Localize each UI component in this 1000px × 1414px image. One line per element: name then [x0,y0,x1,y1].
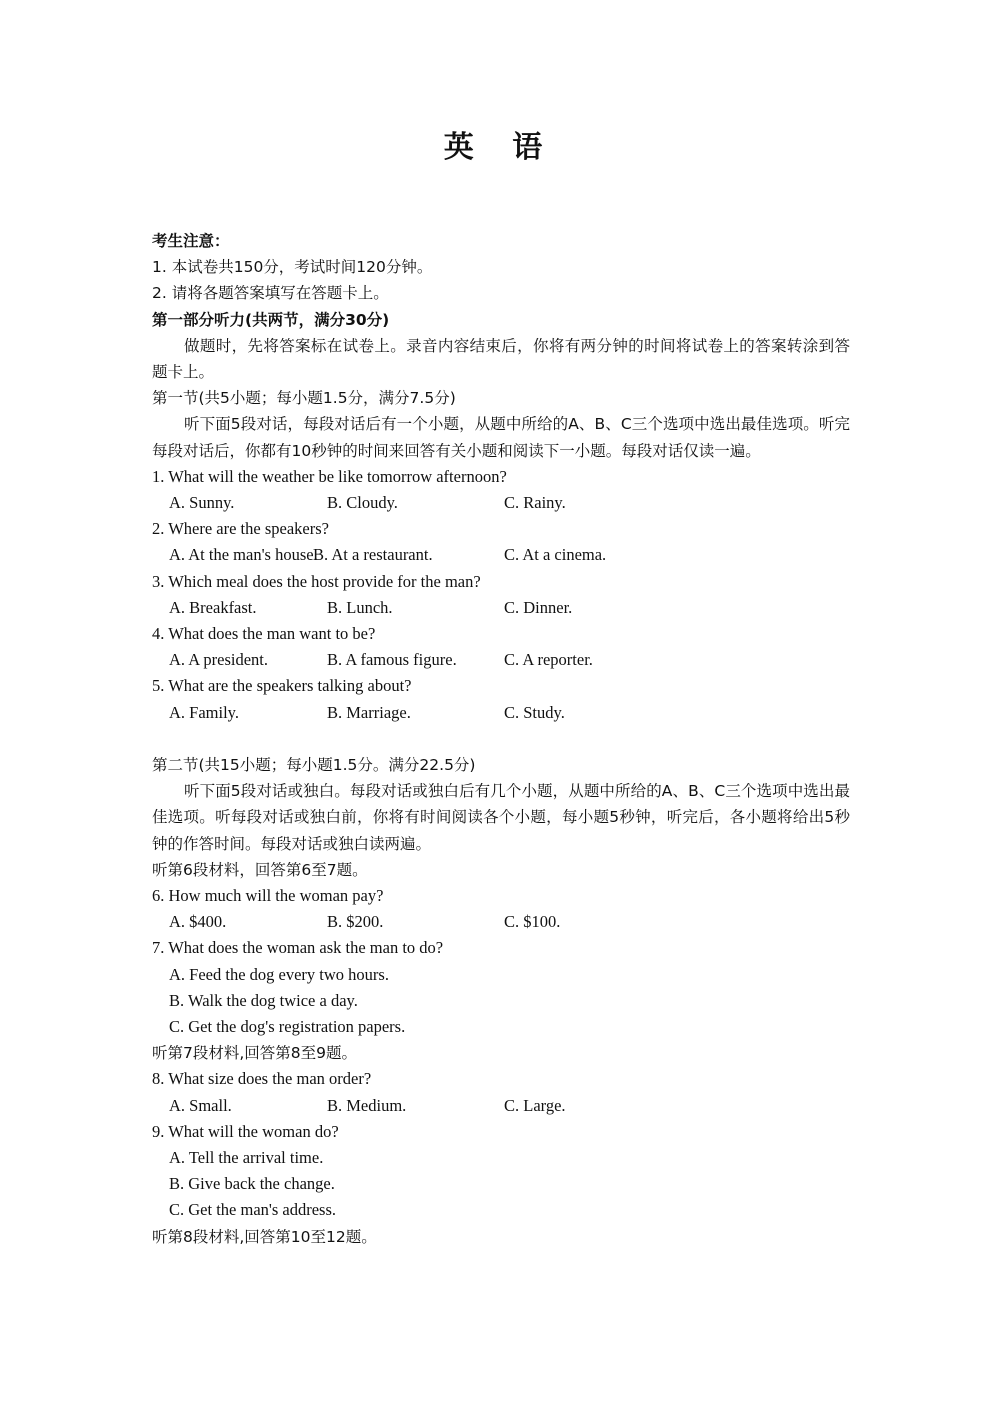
part1-instructions: 做题时，先将答案标在试卷上。录音内容结束后，你将有两分钟的时间将试卷上的答案转涂到答题卡上。 [152,336,850,382]
option-b: B. Medium. [327,1095,407,1115]
option-a: A. Family. [169,702,239,722]
option-c: C. $100. [504,912,561,932]
spacer [152,726,850,752]
option-b: B. Marriage. [327,702,411,722]
material-label: 听第6段材料，回答第6至7题。 [152,860,368,879]
part1-heading: 第一部分听力(共两节，满分30分) [152,310,390,329]
section2-instructions: 听下面5段对话或独白。每段对话或独白后有几个小题，从题中所给的A、B、C三个选项中选出最佳选项。听每段对话或独白前，你将有时间阅读各个小题，每小题5秒钟，听完后，各小题将给出5秒钟的作答时间。每段对话或独白读两遍。 [152,782,850,853]
exam-content [152,228,850,1250]
question-text: 9. What will the woman do? [152,1121,339,1141]
option-a: A. A president. [169,650,268,670]
question-6 [152,883,850,935]
option-c: C. At a cinema. [504,545,607,565]
question-1 [152,464,850,516]
section2-heading: 第二节(共15小题；每小题1.5分。满分22.5分) [152,755,476,774]
material-label: 听第8段材料,回答第10至12题。 [152,1227,377,1246]
question-text: 4. What does the man want to be? [152,624,376,643]
options-row [152,700,850,726]
question-5 [152,673,850,725]
options-row [152,909,850,935]
option-a: A. Tell the arrival time. [169,1147,324,1167]
question-text: 5. What are the speakers talking about? [152,676,412,696]
question-9 [152,1119,850,1224]
option-b: B. Lunch. [327,597,393,617]
question-3 [152,569,850,621]
option-b: B. Cloudy. [327,493,398,513]
option-b: B. A famous figure. [327,650,457,670]
notice-item: 2. 请将各题答案填写在答题卡上。 [152,284,389,303]
option-b: B. Give back the change. [169,1174,335,1194]
notice-item: 1. 本试卷共150分，考试时间120分钟。 [152,258,433,277]
question-2 [152,516,850,568]
option-a: A. At the man's house. [169,545,318,565]
option-a: A. Breakfast. [169,597,257,617]
option-a: A. $400. [169,912,227,932]
option-b: B. At a restaurant. [313,545,433,565]
option-a: A. Feed the dog every two hours. [169,964,389,984]
question-text: 6. How much will the woman pay? [152,885,384,905]
section1-instructions: 听下面5段对话，每段对话后有一个小题，从题中所给的A、B、C三个选项中选出最佳选项。听完每段对话后，你都有10秒钟的时间来回答有关小题和阅读下一小题。每段对话仅读一遍。 [152,415,850,460]
options-row [152,542,850,568]
question-4 [152,621,850,673]
option-c: C. Get the man's address. [169,1200,337,1220]
option-b: B. Walk the dog twice a day. [169,990,358,1010]
option-c: C. Study. [504,702,565,722]
options-row [152,490,850,516]
option-b: B. $200. [327,912,384,932]
material-label: 听第7段材料,回答第8至9题。 [152,1044,358,1063]
question-text: 7. What does the woman ask the man to do? [152,938,444,958]
option-c: C. Large. [504,1095,566,1115]
question-text: 8. What size does the man order? [152,1069,372,1089]
question-7 [152,935,850,1040]
option-c: C. Get the dog's registration papers. [169,1016,406,1036]
option-c: C. Rainy. [504,493,566,513]
question-text: 1. What will the weather be like tomorrow afternoon? [152,466,507,486]
options-row [152,595,850,621]
option-a: A. Small. [169,1095,232,1115]
question-text: 3. Which meal does the host provide for the man? [152,571,481,591]
notice-heading: 考生注意： [152,232,230,250]
options-row [152,1093,850,1119]
options-row [152,647,850,673]
section1-heading: 第一节(共5小题；每小题1.5分，满分7.5分) [152,389,456,408]
option-c: C. A reporter. [504,650,593,670]
option-a: A. Sunny. [169,493,235,513]
question-8 [152,1066,850,1118]
page-title: 英 语 [443,130,557,165]
option-c: C. Dinner. [504,597,573,617]
question-text: 2. Where are the speakers? [152,519,329,539]
